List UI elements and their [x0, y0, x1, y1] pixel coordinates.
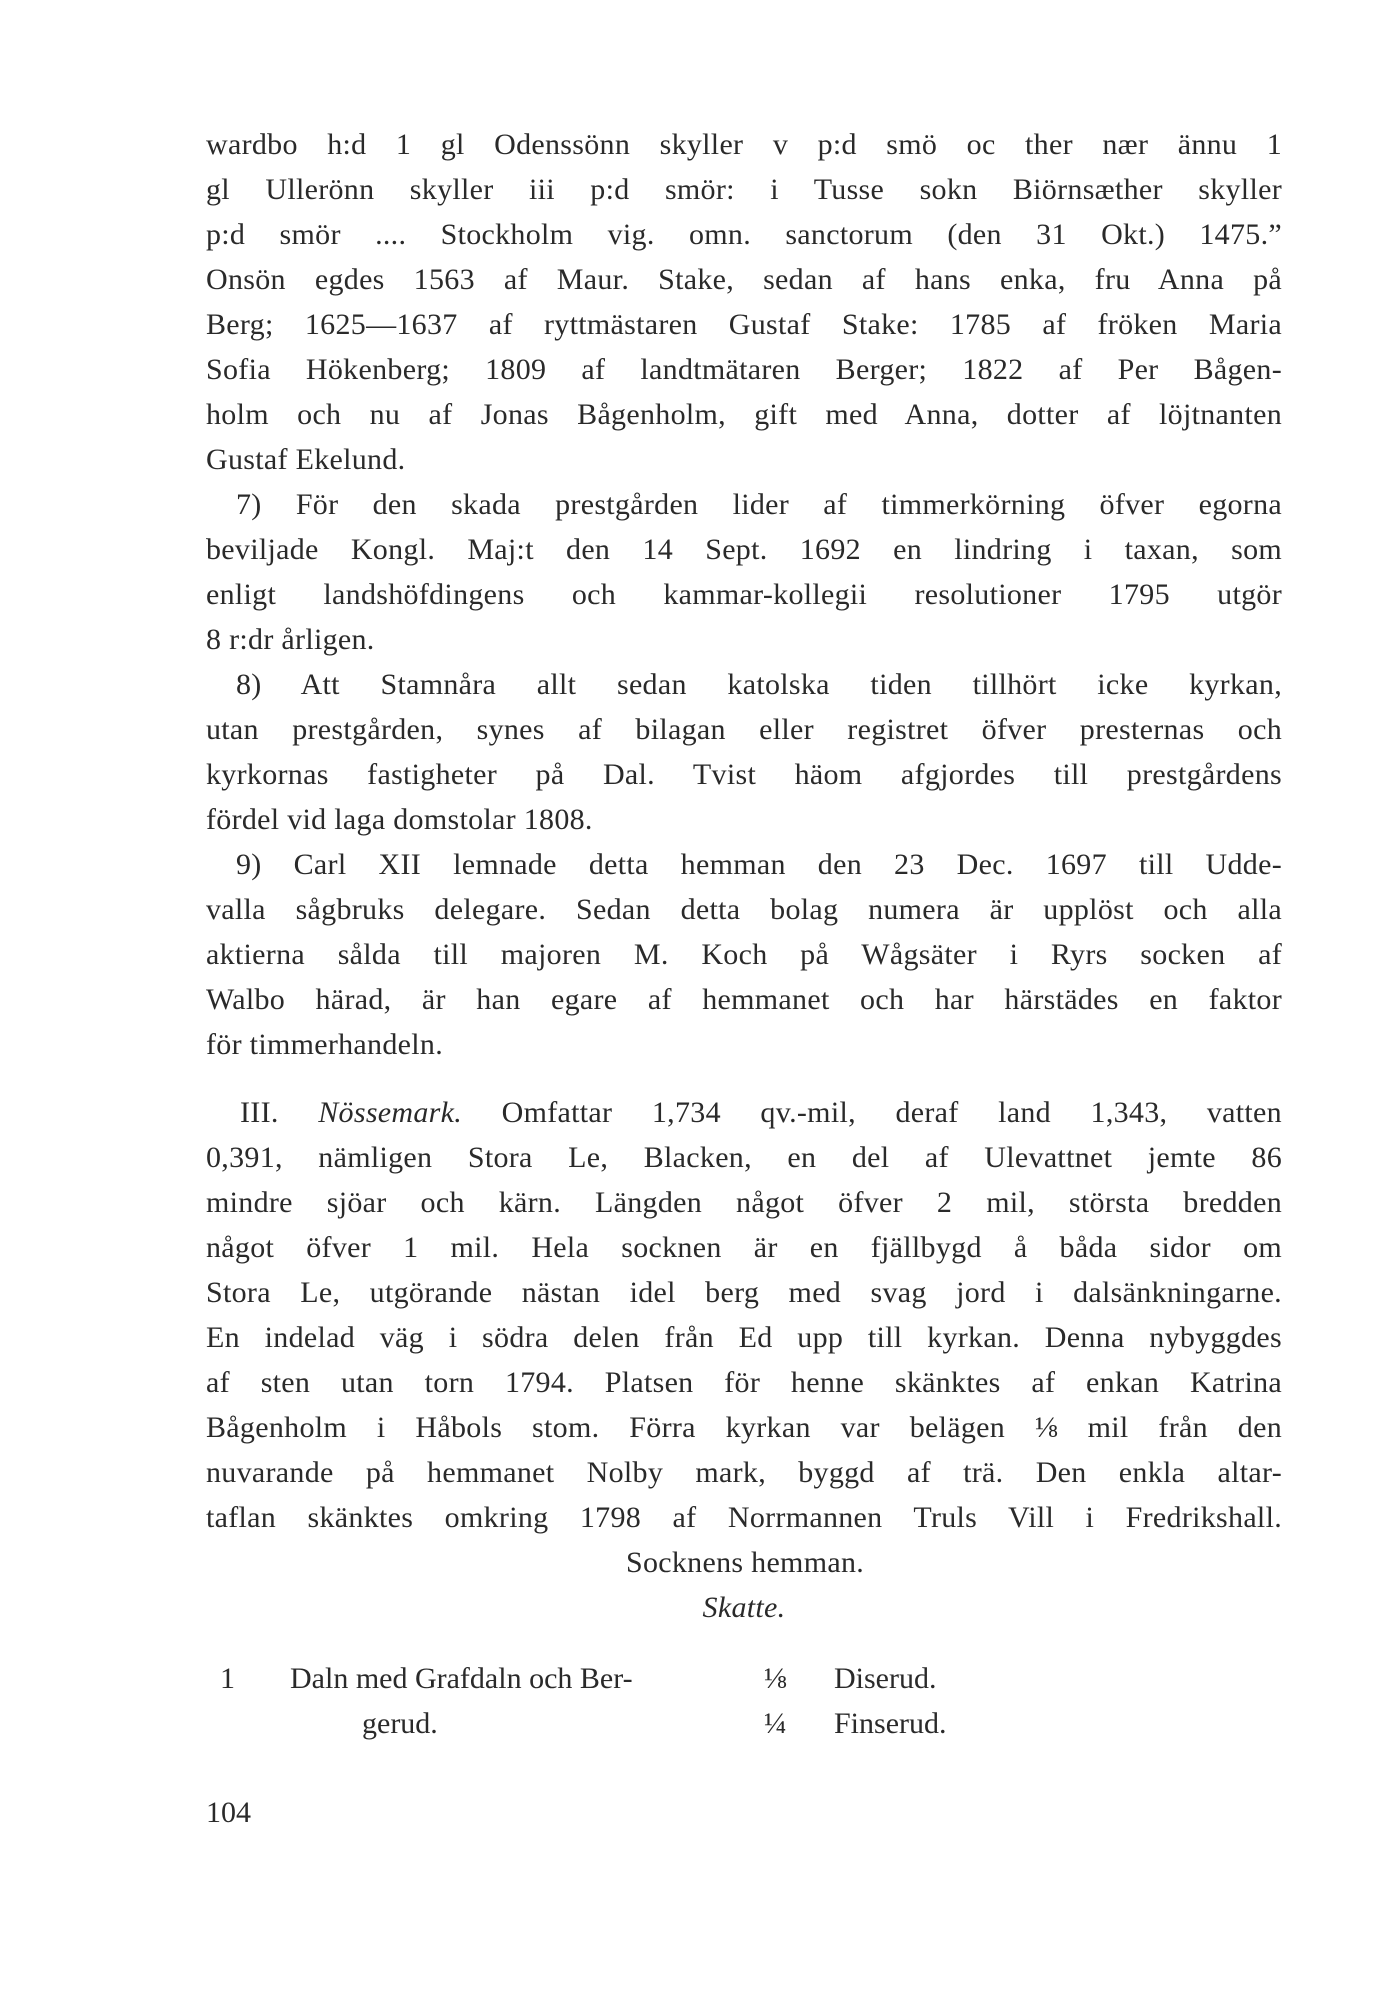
- section-3-line: taflan skänktes omkring 1798 af Norrmannen Truls Vill i Fredrikshall.: [206, 1501, 1282, 1534]
- section-number: III.: [240, 1096, 279, 1129]
- section-3-first-line-text: Omfattar 1,734 qv.-mil, deraf land 1,343, vatten: [501, 1096, 1282, 1129]
- body-text: [206, 122, 1282, 1630]
- note-8-line: 8) Att Stamnåra allt sedan katolska tiden tillhört icke kyrkan,: [236, 668, 1282, 701]
- note-9-line: för timmerhandeln.: [206, 1028, 443, 1061]
- note-7-line: enligt landshöfdingens och kammar-kollegii resolutioner 1795 utgör: [206, 578, 1282, 611]
- section-gap: [206, 1067, 1282, 1090]
- text-line: gl Ullerönn skyller iii p:d smör: i Tusse sokn Biörnsæther skyller: [206, 173, 1282, 206]
- hemman-name-continued: gerud.: [362, 1707, 438, 1740]
- note-7-line: 7) För den skada prestgården lider af timmerkörning öfver egorna: [236, 488, 1282, 521]
- section-3-line: af sten utan torn 1794. Platsen för henne skänktes af enkan Katrina: [206, 1366, 1282, 1399]
- hemman-name: Daln med Grafdaln och Ber-: [290, 1662, 633, 1695]
- note-7-line: beviljade Kongl. Maj:t den 14 Sept. 1692 en lindring i taxan, som: [206, 533, 1282, 566]
- parish-name: Nössemark.: [318, 1096, 463, 1129]
- note-8-line: fördel vid laga domstolar 1808.: [206, 803, 593, 836]
- hemman-row: [206, 1701, 1282, 1746]
- hemman-name-right: Finserud.: [834, 1707, 947, 1740]
- text-line: Berg; 1625—1637 af ryttmästaren Gustaf Stake: 1785 af fröken Maria: [206, 308, 1282, 341]
- section-3-line: mindre sjöar och kärn. Längden något öfver 2 mil, största bredden: [206, 1186, 1282, 1219]
- section-3-line: En indelad väg i södra delen från Ed upp till kyrkan. Denna nybyggdes: [206, 1321, 1282, 1354]
- heading-socknens-hemman: Socknens hemman.: [625, 1546, 865, 1579]
- note-8-line: utan prestgården, synes af bilagan eller registret öfver presternas och: [206, 713, 1282, 746]
- text-line: Sofia Hökenberg; 1809 af landtmätaren Berger; 1822 af Per Bågen-: [206, 353, 1282, 386]
- hemman-number: 1: [220, 1662, 235, 1695]
- section-3-line: något öfver 1 mil. Hela socknen är en fjällbygd å båda sidor om: [206, 1231, 1282, 1264]
- hemman-name-right: Diserud.: [834, 1662, 937, 1695]
- note-9-line: Walbo härad, är han egare af hemmanet och har härstädes en faktor: [206, 983, 1282, 1016]
- hemman-row: [206, 1656, 1282, 1701]
- section-3-heading-line: [206, 1090, 1282, 1135]
- section-3-line: Stora Le, utgörande nästan idel berg med svag jord i dalsänkningarne.: [206, 1276, 1282, 1309]
- section-3-line: Bågenholm i Håbols stom. Förra kyrkan var belägen ⅛ mil från den: [206, 1411, 1282, 1444]
- note-9-line: valla sågbruks delegare. Sedan detta bolag numera är upplöst och alla: [206, 893, 1282, 926]
- hemman-list: [206, 1656, 1282, 1746]
- heading-skatte: Skatte.: [702, 1591, 786, 1624]
- text-line: Onsön egdes 1563 af Maur. Stake, sedan af hans enka, fru Anna på: [206, 263, 1282, 296]
- hemman-fraction: ¼: [764, 1707, 787, 1740]
- text-line: Gustaf Ekelund.: [206, 443, 406, 476]
- section-3-line: 0,391, nämligen Stora Le, Blacken, en del af Ulevattnet jemte 86: [206, 1141, 1282, 1174]
- hemman-fraction: ⅛: [764, 1662, 787, 1695]
- note-9-line: 9) Carl XII lemnade detta hemman den 23 Dec. 1697 till Udde-: [236, 848, 1282, 881]
- page-number: 104: [206, 1796, 251, 1829]
- note-9-line: aktierna sålda till majoren M. Koch på Wågsäter i Ryrs socken af: [206, 938, 1282, 971]
- text-line: holm och nu af Jonas Bågenholm, gift med Anna, dotter af löjtnanten: [206, 398, 1282, 431]
- section-3-line: nuvarande på hemmanet Nolby mark, byggd af trä. Den enkla altar-: [206, 1456, 1282, 1489]
- note-7-line: 8 r:dr årligen.: [206, 623, 375, 656]
- text-line: wardbo h:d 1 gl Odenssönn skyller v p:d smö oc ther nær ännu 1: [206, 128, 1282, 161]
- note-8-line: kyrkornas fastigheter på Dal. Tvist häom afgjordes till prestgårdens: [206, 758, 1282, 791]
- text-line: p:d smör .... Stockholm vig. omn. sanctorum (den 31 Okt.) 1475.”: [206, 218, 1282, 251]
